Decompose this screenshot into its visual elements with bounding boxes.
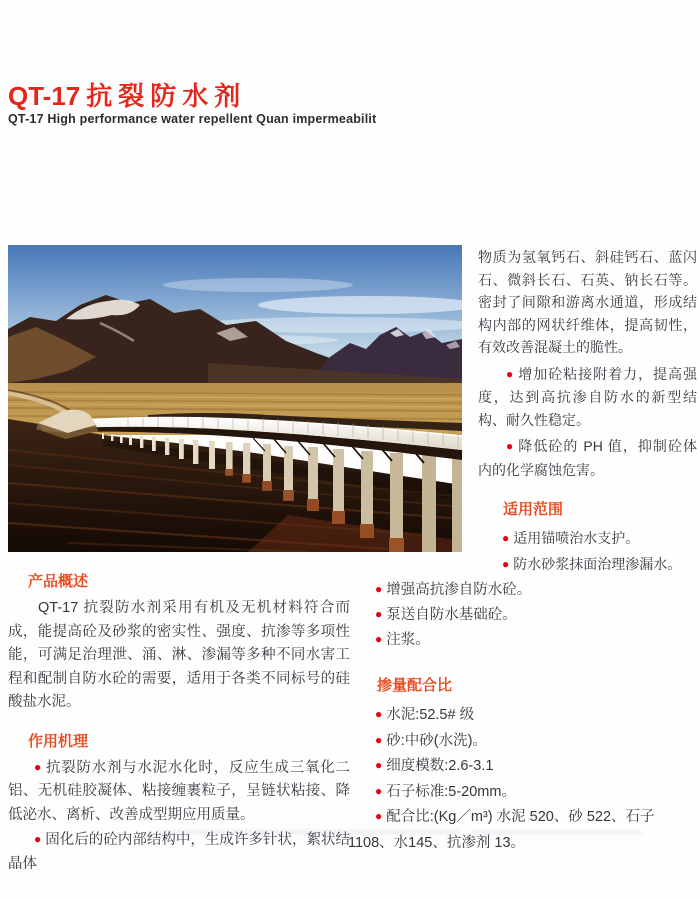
ratio-bullet-item: ● 配合比:(Kg／m³) 水泥 520、砂 522、石子 1108、水145、抗渗剂 13。	[348, 805, 700, 856]
section-heading-application: 适用范围	[503, 501, 564, 518]
feature-bullet-item: ● 降低砼的 PH 值，抑制砼体内的化学腐蚀危害。	[478, 435, 697, 481]
application-bullet-list-col1	[478, 527, 697, 577]
ratio-bullet-item: ● 细度模数:2.6-3.1	[348, 754, 700, 780]
right-column	[478, 246, 697, 579]
application-bullet-list-col2	[348, 578, 700, 653]
mechanism-bullet-list	[8, 757, 350, 877]
application-bullet-item: ● 增强高抗渗自防水砼。	[348, 578, 700, 603]
page-title	[8, 76, 246, 113]
ratio-bullet-item: ● 石子标准:5-20mm。	[348, 780, 700, 806]
print-bleed-artifact	[160, 829, 460, 835]
print-bleed-artifact	[472, 830, 642, 835]
feature-bullet-list	[478, 363, 697, 482]
section-heading-ratio: 掺量配合比	[377, 677, 453, 694]
application-bullet-item: ● 适用锚喷治水支护。	[502, 527, 697, 551]
mechanism-bullet-item: ● 固化后的砼内部结构中，生成许多针状，絮状结晶体	[8, 829, 350, 876]
section-heading-mechanism: 作用机理	[28, 732, 89, 750]
middle-right-column	[348, 578, 700, 856]
ratio-bullet-item: ● 砂:中砂(水洗)。	[348, 729, 700, 755]
application-bullet-item: ● 注浆。	[348, 628, 700, 653]
product-photo	[8, 245, 462, 552]
title-product-name: 抗裂防水剂	[86, 81, 247, 111]
title-model-code: QT-17	[8, 81, 81, 111]
feature-bullet-item: ● 增加砼粘接附着力，提高强度，达到高抗渗自防水的新型结构、耐久性稳定。	[478, 363, 697, 432]
overview-body: QT-17 抗裂防水剂采用有机及无机材料符合而成，能提高砼及砂浆的密实性、强度、抗渗等多项性能，可满足治理泄、涌、淋、渗漏等多种不同水害工程和配制自防水砼的需要，适用于各类不同标号的硅酸盐水泥。	[8, 600, 350, 710]
intro-paragraph: 物质为氢氧钙石、斜硅钙石、蓝闪石、微斜长石、石英、钠长石等。密封了间隙和游离水通道，形成结构内部的网状纤维体，提高韧性，有效改善混凝土的脆性。	[478, 249, 697, 355]
application-bullet-item: ● 防水砂浆抹面治理渗漏水。	[502, 553, 697, 577]
section-heading-overview: 产品概述	[28, 573, 89, 590]
mechanism-bullet-item: ● 抗裂防水剂与水泥水化时，反应生成三氧化二铝、无机硅胶凝体、粘接缠裹粒子，呈链状粘接、降低泌水、离析、改善成型期应用质量。	[8, 757, 350, 828]
application-bullet-item: ● 泵送自防水基础砼。	[348, 603, 700, 628]
page-subtitle-en: QT-17 High performance water repellent Quan impermeabilit	[8, 112, 377, 126]
ratio-bullet-item: ● 水泥:52.5# 级	[348, 703, 700, 729]
